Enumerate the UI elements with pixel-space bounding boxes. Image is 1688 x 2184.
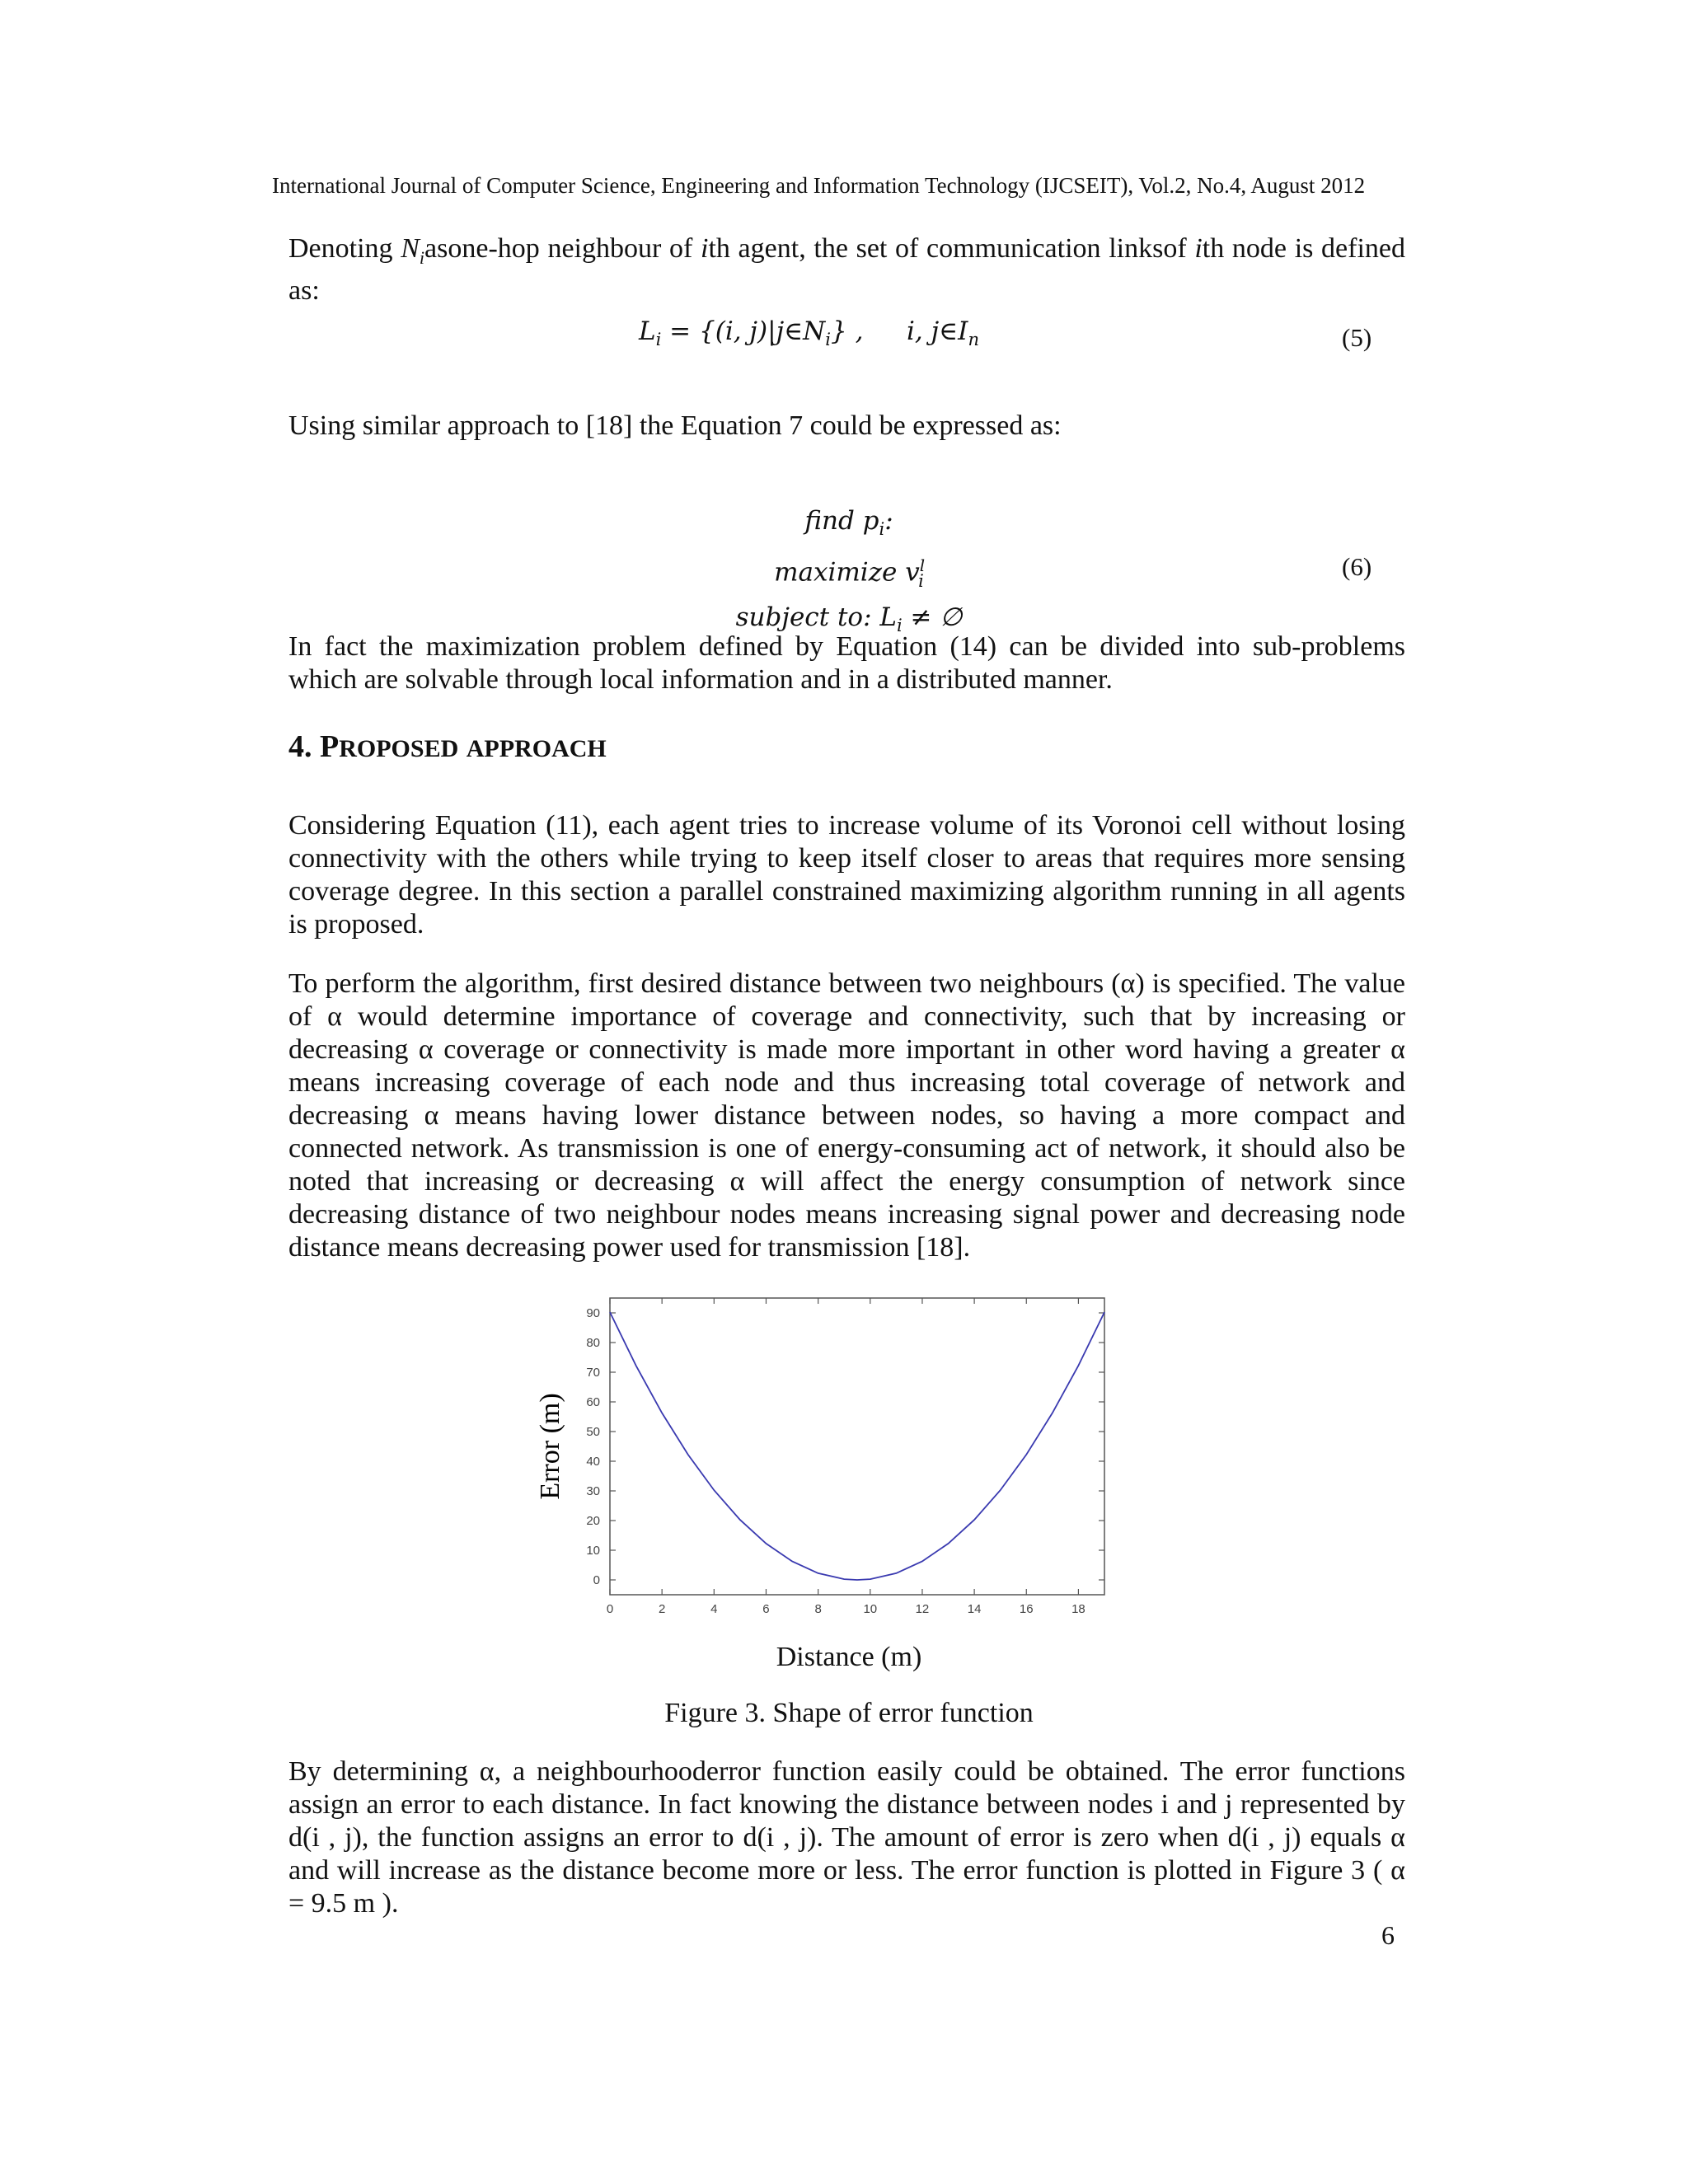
intro-text-2: asone-hop neighbour of	[424, 233, 701, 264]
y-tick-label: 80	[586, 1336, 600, 1350]
error-curve	[610, 1312, 1104, 1580]
x-tick-label: 18	[1071, 1602, 1085, 1616]
symbol-N-subscript: i	[419, 246, 425, 268]
y-tick-label: 30	[586, 1484, 600, 1498]
x-axis-label: Distance (m)	[776, 1642, 922, 1672]
x-tick-label: 12	[915, 1602, 930, 1616]
equation-5	[639, 316, 863, 349]
eq5-rhs: = {(i, j)|j∈N	[661, 316, 826, 346]
section-heading	[288, 729, 607, 765]
intro-paragraph	[288, 232, 1405, 307]
eq5-cond-sub: n	[968, 330, 979, 350]
eq5-rhs-sub: i	[825, 330, 831, 350]
x-tick-label: 10	[863, 1602, 878, 1616]
x-tick-label: 2	[658, 1602, 666, 1616]
running-header: International Journal of Computer Science, Engineering and Information Technology (IJCSEIT), Vol.2, No.4, August 2012	[272, 173, 1366, 198]
eq6-line-3: subject to: $L_i$ ≠ ∅	[735, 602, 963, 635]
paragraph-considering: Considering Equation (11), each agent tries to increase volume of its Voronoi cell without losing connectivity with the others while trying to keep itself closer to areas that requires more sensing coverage degree. In this section a parallel constrained maximizing algorithm running in all agents is proposed.	[288, 810, 1405, 940]
y-axis-label: Error (m)	[535, 1393, 565, 1500]
section-title-rest-1: ROPOSED	[339, 735, 459, 762]
page-number: 6	[1381, 1920, 1395, 1950]
symbol-i-2: i	[1194, 233, 1203, 264]
section-title-rest-2: APPROACH	[466, 735, 607, 762]
paragraph-determining: By determining α, a neighbourhooderror function easily could be obtained. The error functions assign an error to each distance. In fact knowing the distance between nodes i and j represented by d(i , j), the function assigns an error to d(i , j). The amount of error is zero when d(i , j) equals α and will increase as the distance become more or less. The error function is plotted in Figure 3 ( α = 9.5 m ).	[288, 1756, 1405, 1919]
eq6-line-1: find $p_i$:	[804, 506, 893, 540]
y-tick-label: 10	[586, 1544, 600, 1558]
x-tick-label: 6	[762, 1602, 770, 1616]
y-tick-label: 40	[586, 1455, 600, 1469]
paragraph-similar-approach: Using similar approach to [18] the Equation 7 could be expressed as:	[288, 410, 1062, 441]
equation-6-number: (6)	[1342, 552, 1372, 581]
intro-text-3: th agent, the set of communication linksof	[708, 233, 1195, 264]
equation-6	[736, 503, 963, 644]
symbol-N: N	[401, 233, 420, 264]
x-tick-label: 16	[1019, 1602, 1034, 1616]
eq5-rhs-end: } ,	[831, 316, 864, 346]
x-tick-label: 0	[606, 1602, 614, 1616]
y-tick-label: 0	[593, 1573, 600, 1587]
eq6-line-2: maximize $v^l_i$	[774, 555, 926, 591]
y-tick-label: 60	[586, 1395, 600, 1409]
paragraph-perform: To perform the algorithm, first desired distance between two neighbours (α) is specified. The value of α would determine importance of coverage and connectivity, such that by increasing or decreasing α coverage or connectivity is made more important in other word having a greater α means increasing coverage of each node and thus increasing total coverage of network and decreasing α means having lower distance between nodes, so having a more compact and connected network. As transmission is one of energy-consuming act of network, it should also be noted that increasing or decreasing α will affect the energy consumption of network since decreasing distance of two neighbour nodes means increasing signal power and decreasing node distance means decreasing power used for transmission [18].	[288, 968, 1405, 1263]
equation-5-number: (5)	[1342, 323, 1372, 352]
x-tick-label: 8	[814, 1602, 822, 1616]
eq5-lhs: L	[639, 316, 656, 346]
y-tick-label: 50	[586, 1425, 600, 1439]
intro-text-1: Denoting	[288, 233, 401, 264]
eq5-cond: i, j∈I	[907, 316, 968, 346]
figure-caption: Figure 3. Shape of error function	[664, 1698, 1034, 1728]
intro-text-4: th node is defined as:	[288, 233, 1405, 306]
symbol-i-1: i	[700, 233, 709, 264]
eq5-lhs-sub: i	[655, 330, 662, 350]
x-tick-label: 4	[710, 1602, 718, 1616]
section-title-cap: P	[320, 729, 340, 764]
plot-frame	[610, 1298, 1104, 1595]
paragraph-in-fact: In fact the maximization problem defined by Equation (14) can be divided into sub-problems which are solvable through local information and in a distributed manner.	[288, 631, 1405, 695]
x-tick-label: 14	[967, 1602, 982, 1616]
section-number: 4.	[288, 729, 312, 764]
error-function-chart	[528, 1286, 1121, 1632]
equation-5-condition	[907, 316, 979, 349]
y-tick-label: 70	[586, 1366, 600, 1380]
y-tick-label: 90	[586, 1306, 600, 1320]
y-tick-label: 20	[586, 1514, 600, 1528]
